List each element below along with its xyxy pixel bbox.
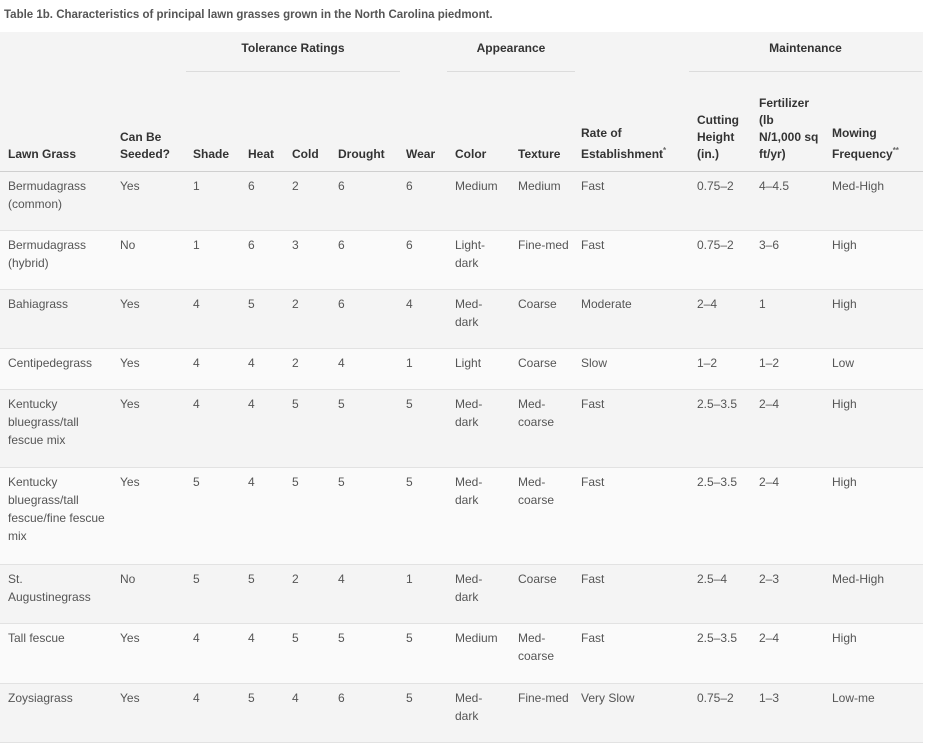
cell-cutting: 1–2: [697, 356, 718, 370]
cell-color: Light-dark: [455, 238, 486, 270]
cell-color: Med-dark: [455, 691, 483, 723]
cell-cold: 5: [292, 397, 299, 411]
cell-heat: 6: [248, 238, 255, 252]
cell-cutting: 2.5–3.5: [697, 397, 738, 411]
cell-drought: 6: [338, 297, 345, 311]
group-header-row: [0, 32, 923, 72]
cell-cold: 5: [292, 631, 299, 645]
cell-grass: Kentucky bluegrass/tall fescue/fine fescue mix: [8, 475, 105, 543]
cell-drought: 6: [338, 238, 345, 252]
cell-grass: Tall fescue: [8, 631, 65, 645]
table-row: [0, 468, 923, 565]
cell-rate: Fast: [581, 475, 605, 489]
cell-texture: Med-coarse: [518, 631, 555, 663]
cell-cutting: 0.75–2: [697, 238, 734, 252]
cell-texture: Coarse: [518, 572, 557, 586]
header-cold: Cold: [292, 147, 319, 161]
header-mowing-frequency: [832, 125, 922, 163]
cell-seeded: Yes: [120, 631, 140, 645]
cell-rate: Slow: [581, 356, 608, 370]
table-row: [0, 390, 923, 468]
cell-seeded: Yes: [120, 356, 140, 370]
table-body: [0, 172, 923, 743]
cell-rate: Fast: [581, 631, 605, 645]
cell-shade: 5: [193, 572, 200, 586]
cell-rate: Fast: [581, 397, 605, 411]
cell-drought: 4: [338, 572, 345, 586]
cell-cutting: 2.5–4: [697, 572, 728, 586]
cell-drought: 5: [338, 397, 345, 411]
cell-seeded: Yes: [120, 475, 140, 489]
table-row: [0, 349, 923, 390]
cell-mowing: High: [832, 397, 857, 411]
header-lawn-grass: Lawn Grass: [8, 147, 77, 161]
table-row: [0, 172, 923, 231]
cell-cold: 3: [292, 238, 299, 252]
cell-wear: 5: [406, 475, 413, 489]
cell-cold: 2: [292, 356, 299, 370]
header-mowing-label: Mowing Frequency: [832, 126, 893, 161]
cell-grass: St. Augustinegrass: [8, 572, 91, 604]
cell-texture: Medium: [518, 179, 561, 193]
cell-mowing: High: [832, 297, 857, 311]
cell-shade: 1: [193, 238, 200, 252]
cell-cutting: 2.5–3.5: [697, 475, 738, 489]
header-rate-footnote-mark: *: [663, 146, 667, 155]
cell-mowing: High: [832, 238, 857, 252]
cell-shade: 4: [193, 297, 200, 311]
header-cutting-height: Cutting Height (in.): [697, 113, 739, 161]
cell-heat: 4: [248, 631, 255, 645]
header-shade: Shade: [193, 147, 230, 161]
header-can-be-seeded: Can Be Seeded?: [120, 130, 171, 161]
cell-rate: Fast: [581, 572, 605, 586]
cell-heat: 4: [248, 475, 255, 489]
cell-wear: 1: [406, 356, 413, 370]
header-color: Color: [455, 147, 487, 161]
cell-mowing: Med-High: [832, 572, 885, 586]
cell-fertilizer: 4–4.5: [759, 179, 790, 193]
cell-fertilizer: 3–6: [759, 238, 780, 252]
header-texture: Texture: [518, 147, 561, 161]
cell-color: Medium: [455, 179, 498, 193]
table-row: [0, 565, 923, 624]
cell-cold: 4: [292, 691, 299, 705]
cell-seeded: Yes: [120, 179, 140, 193]
table-row: [0, 624, 923, 684]
cell-wear: 6: [406, 238, 413, 252]
cell-grass: Kentucky bluegrass/tall fescue mix: [8, 397, 79, 447]
cell-rate: Fast: [581, 179, 605, 193]
cell-fertilizer: 1: [759, 297, 766, 311]
group-tolerance: Tolerance Ratings: [241, 41, 345, 55]
cell-fertilizer: 2–4: [759, 631, 780, 645]
cell-wear: 5: [406, 397, 413, 411]
cell-heat: 5: [248, 691, 255, 705]
header-drought: Drought: [338, 147, 385, 161]
cell-fertilizer: 2–4: [759, 475, 780, 489]
cell-grass: Centipedegrass: [8, 356, 93, 370]
cell-shade: 4: [193, 691, 200, 705]
cell-drought: 4: [338, 356, 345, 370]
cell-color: Med-dark: [455, 297, 483, 329]
header-rate-of-establishment: [581, 125, 681, 163]
table-row: [0, 231, 923, 290]
cell-heat: 5: [248, 297, 255, 311]
cell-color: Med-dark: [455, 475, 483, 507]
cell-shade: 4: [193, 397, 200, 411]
group-appearance: Appearance: [476, 41, 546, 55]
column-header-row: [0, 72, 923, 172]
cell-color: Med-dark: [455, 572, 483, 604]
cell-fertilizer: 1–2: [759, 356, 780, 370]
cell-rate: Moderate: [581, 297, 632, 311]
cell-cutting: 2.5–3.5: [697, 631, 738, 645]
cell-wear: 5: [406, 691, 413, 705]
cell-cold: 2: [292, 297, 299, 311]
cell-wear: 5: [406, 631, 413, 645]
cell-cold: 2: [292, 572, 299, 586]
cell-drought: 6: [338, 179, 345, 193]
cell-seeded: Yes: [120, 297, 140, 311]
cell-cutting: 2–4: [697, 297, 718, 311]
cell-heat: 4: [248, 397, 255, 411]
cell-color: Light: [455, 356, 482, 370]
cell-wear: 6: [406, 179, 413, 193]
cell-seeded: Yes: [120, 691, 140, 705]
cell-seeded: No: [120, 238, 136, 252]
cell-cutting: 0.75–2: [697, 179, 734, 193]
cell-cold: 2: [292, 179, 299, 193]
cell-drought: 5: [338, 475, 345, 489]
cell-shade: 4: [193, 356, 200, 370]
cell-drought: 6: [338, 691, 345, 705]
cell-grass: Zoysiagrass: [8, 691, 73, 705]
cell-mowing: Low-me: [832, 691, 875, 705]
cell-wear: 4: [406, 297, 413, 311]
cell-texture: Med-coarse: [518, 475, 555, 507]
header-wear: Wear: [406, 147, 436, 161]
cell-heat: 6: [248, 179, 255, 193]
cell-texture: Fine-med: [518, 238, 569, 252]
header-fertilizer: Fertilizer (lb N/1,000 sq ft/yr): [759, 96, 819, 161]
table-row: [0, 684, 923, 743]
cell-texture: Coarse: [518, 297, 557, 311]
cell-rate: Very Slow: [581, 691, 635, 705]
cell-mowing: High: [832, 631, 857, 645]
lawn-grass-table: [0, 32, 923, 743]
cell-shade: 4: [193, 631, 200, 645]
cell-grass: Bahiagrass: [8, 297, 69, 311]
cell-texture: Fine-med: [518, 691, 569, 705]
cell-texture: Med-coarse: [518, 397, 555, 429]
cell-heat: 5: [248, 572, 255, 586]
cell-mowing: High: [832, 475, 857, 489]
cell-heat: 4: [248, 356, 255, 370]
table-caption: Table 1b. Characteristics of principal lawn grasses grown in the North Carolina piedmont.: [4, 9, 493, 21]
cell-shade: 5: [193, 475, 200, 489]
cell-rate: Fast: [581, 238, 605, 252]
cell-drought: 5: [338, 631, 345, 645]
cell-wear: 1: [406, 572, 413, 586]
cell-color: Medium: [455, 631, 498, 645]
cell-cutting: 0.75–2: [697, 691, 734, 705]
table-row: [0, 290, 923, 349]
header-heat: Heat: [248, 147, 275, 161]
header-mowing-footnote-mark: **: [892, 146, 899, 155]
cell-seeded: No: [120, 572, 136, 586]
cell-fertilizer: 2–4: [759, 397, 780, 411]
cell-mowing: Low: [832, 356, 855, 370]
cell-fertilizer: 1–3: [759, 691, 780, 705]
cell-seeded: Yes: [120, 397, 140, 411]
cell-grass: Bermudagrass (common): [8, 179, 87, 211]
cell-fertilizer: 2–3: [759, 572, 780, 586]
header-rate-label: Rate of Establishment: [581, 126, 664, 161]
cell-texture: Coarse: [518, 356, 557, 370]
cell-grass: Bermudagrass (hybrid): [8, 238, 87, 270]
cell-cold: 5: [292, 475, 299, 489]
group-maintenance: Maintenance: [769, 41, 842, 55]
cell-color: Med-dark: [455, 397, 483, 429]
cell-shade: 1: [193, 179, 200, 193]
cell-mowing: Med-High: [832, 179, 885, 193]
